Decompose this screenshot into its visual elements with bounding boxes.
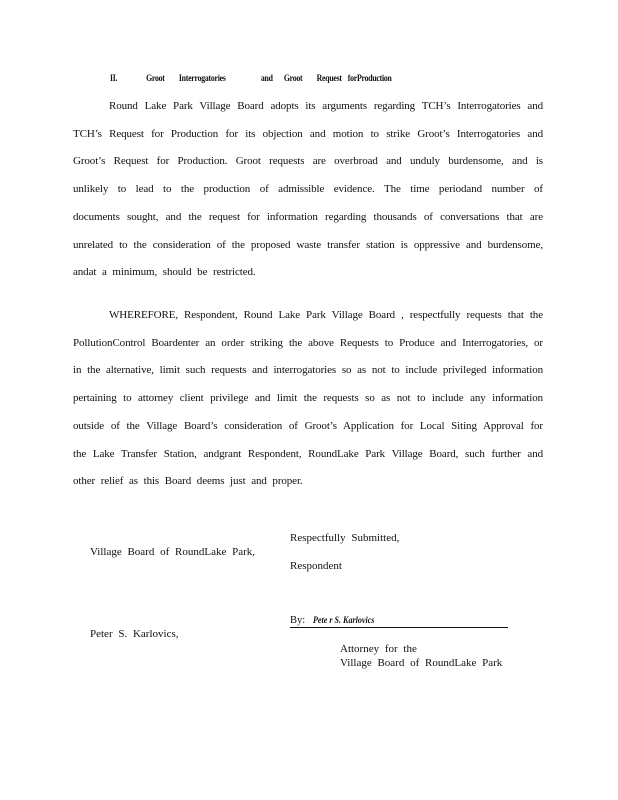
paragraph-wherefore: WHEREFORE, Respondent, Round Lake Park Village Board , respectfully requests that the PollutionControl Boardenter an order striking the above Requests to Produce and Interrogatories, or in the alternative, limit such requests and interrogatories so as not to include privileged information pertaining to attorney client privilege and limit the requests so as not to include any information outside of the Village Board’s consideration of Groot’s Application for Local Siting Approval for the Lake Transfer Station, andgrant Respondent, RoundLake Park Village Board, such further and other relief as this Board deems just and proper.: [73, 309, 543, 488]
attorney-client: Village Board of RoundLake Park: [340, 657, 503, 669]
section-heading: [110, 74, 392, 84]
paragraph-objection: Round Lake Park Village Board adopts its arguments regarding TCH’s Interrogatories and TCH’s Request for Production for its objection and motion to strike Groot’s Interrogatories and Groot’s Request for Production. Groot requests are overbroad and unduly burdensome, and is unlikely to lead to the production of admissible evidence. The time periodand number of documents sought, and the request for information regarding thousands of conversations that are unrelated to the consideration of the proposed waste transfer station is oppressive and burdensome, andat a minimum, should be restricted.: [73, 100, 543, 279]
heading-word: and: [260, 74, 273, 84]
heading-word: forProduction: [347, 74, 392, 84]
signature-name: Pete r S. Karlovics: [312, 616, 375, 626]
heading-word: Request: [316, 74, 342, 84]
heading-word: Groot: [283, 74, 303, 84]
respectfully-submitted: Respectfully Submitted,: [290, 532, 400, 544]
attorney-title: Attorney for the: [340, 643, 417, 655]
heading-number: II.: [110, 74, 118, 84]
attorney-name: Peter S. Karlovics,: [90, 628, 179, 640]
heading-word: Interrogatories: [178, 74, 226, 84]
heading-word: Groot: [146, 74, 165, 84]
by-label: By:: [290, 615, 306, 626]
respondent-label: Respondent: [290, 560, 342, 572]
party-name: Village Board of RoundLake Park,: [90, 546, 255, 558]
signature-block: [290, 615, 385, 626]
